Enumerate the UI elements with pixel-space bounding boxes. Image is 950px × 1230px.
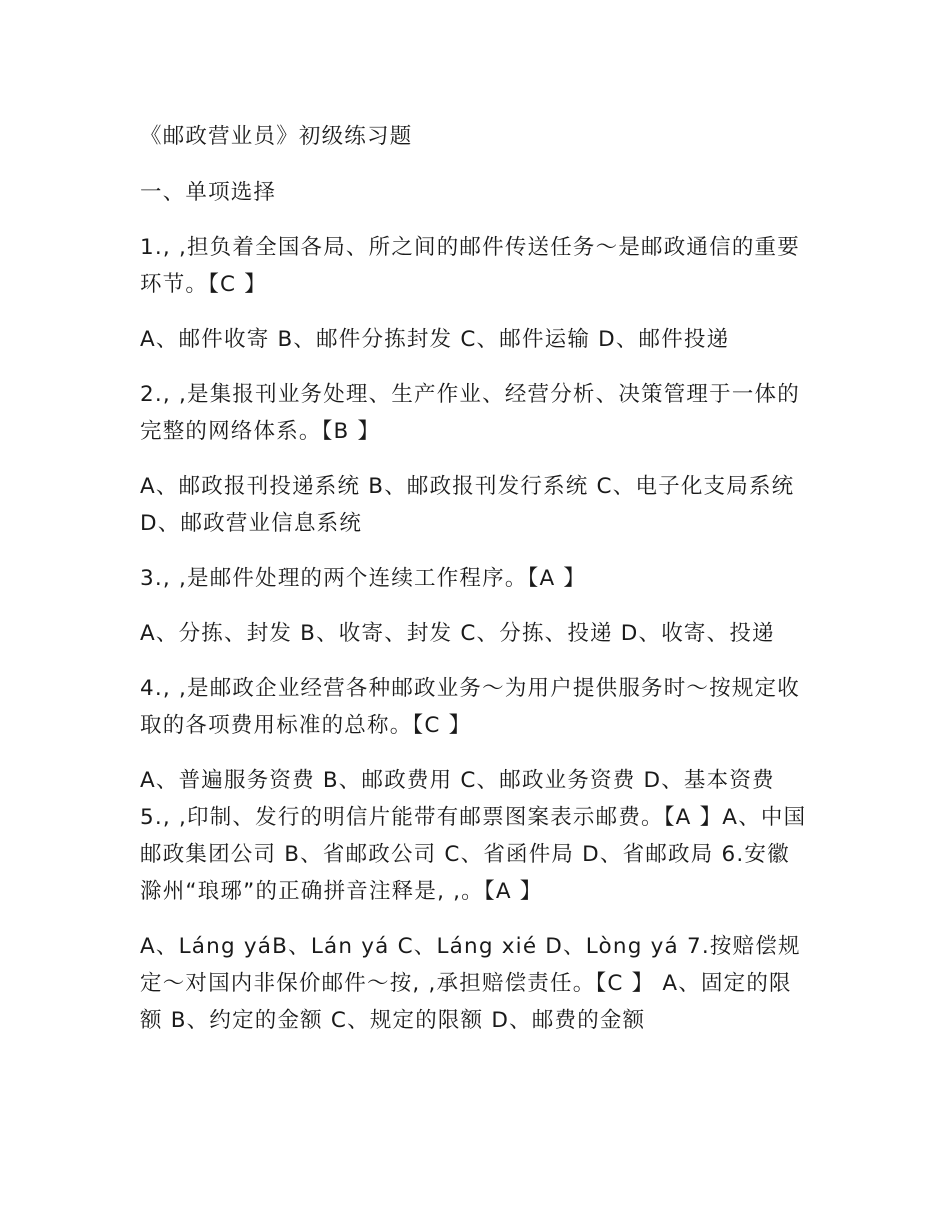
question-4: 4., ,是邮政企业经营各种邮政业务～为用户提供服务时～按规定收取的各项费用标准的总称。【C 】 — [140, 676, 800, 738]
section-heading: 一、单项选择 — [140, 180, 277, 205]
question-6-options-and-question-7: A、Láng yáB、Lán yá C、Láng xié D、Lòng yá 7.按赔偿规定～对国内非保价邮件～按, ,承担赔偿责任。【C 】 A、固定的限额 B、约定的金额 C、规定的限额 D、邮费的金额 — [140, 934, 801, 1033]
question-3: 3., ,是邮件处理的两个连续工作程序。【A 】 — [140, 566, 587, 591]
question-2-options: A、邮政报刊投递系统 B、邮政报刊发行系统 C、电子化支局系统 D、邮政营业信息系统 — [140, 474, 795, 536]
question-2: 2., ,是集报刊业务处理、生产作业、经营分析、决策管理于一体的完整的网络体系。【B 】 — [140, 382, 800, 444]
question-1-options: A、邮件收寄 B、邮件分拣封发 C、邮件运输 D、邮件投递 — [140, 327, 730, 352]
document-body — [140, 118, 812, 1039]
document-title: 《邮政营业员》初级练习题 — [140, 124, 413, 149]
question-1: 1., ,担负着全国各局、所之间的邮件传送任务～是邮政通信的重要环节。【C 】 — [140, 235, 800, 297]
question-4-options-and-questions-5-6: A、普遍服务资费 B、邮政费用 C、邮政业务资费 D、基本资费 5., ,印制、发行的明信片能带有邮票图案表示邮费。【A 】A、中国邮政集团公司 B、省邮政公司 C、省函件局 D、省邮政局 6.安徽滁州“琅琊”的正确拼音注释是, ,。【A 】 — [140, 768, 807, 904]
question-3-options: A、分拣、封发 B、收寄、封发 C、分拣、投递 D、收寄、投递 — [140, 621, 775, 646]
